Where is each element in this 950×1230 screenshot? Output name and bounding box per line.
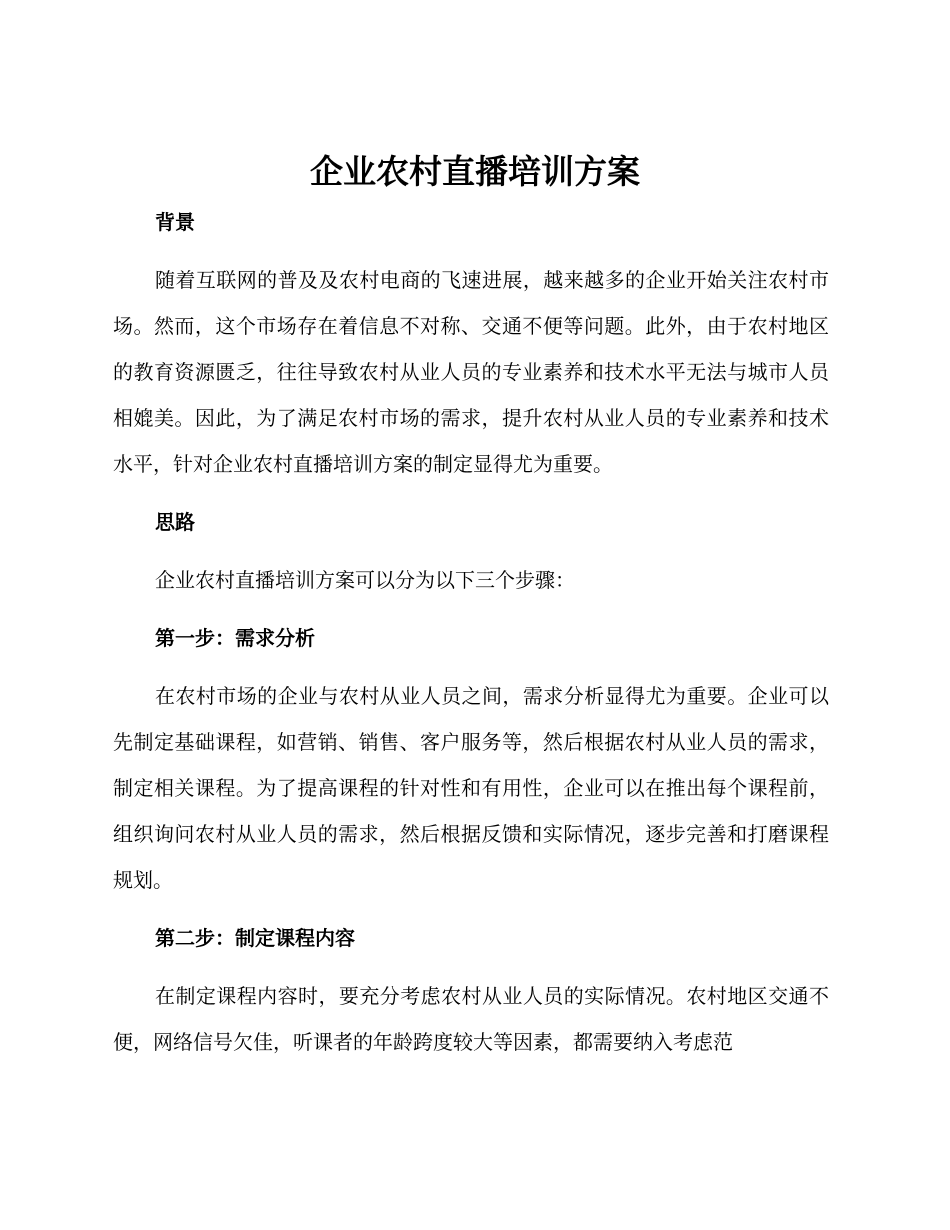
step-one-paragraph: 在农村市场的企业与农村从业人员之间，需求分析显得尤为重要。企业可以先制定基础课程，如营销、销售、客户服务等，然后根据农村从业人员的需求，制定相关课程。为了提高课程的针对性和有用性，企业可以在推出每个课程前，组织询问农村从业人员的需求，然后根据反馈和实际情况，逐步完善和打磨课程规划。 [113,684,829,892]
step-two-paragraph: 在制定课程内容时，要充分考虑农村从业人员的实际情况。农村地区交通不便，网络信号欠佳，听课者的年龄跨度较大等因素，都需要纳入考虑范 [113,984,829,1054]
document-title: 企业农村直播培训方案 [310,152,640,191]
section-heading-background: 背景 [155,210,195,234]
document-body [113,200,829,1065]
approach-paragraph: 企业农村直播培训方案可以分为以下三个步骤： [155,568,575,592]
section-heading-step-one: 第一步：需求分析 [155,626,315,650]
section-heading-approach: 思路 [155,510,195,534]
background-paragraph: 随着互联网的普及及农村电商的飞速进展，越来越多的企业开始关注农村市场。然而，这个市场存在着信息不对称、交通不便等问题。此外，由于农村地区的教育资源匮乏，往往导致农村从业人员的专业素养和技术水平无法与城市人员相媲美。因此，为了满足农村市场的需求，提升农村从业人员的专业素养和技术水平，针对企业农村直播培训方案的制定显得尤为重要。 [113,268,829,476]
section-heading-step-two: 第二步：制定课程内容 [155,926,355,950]
